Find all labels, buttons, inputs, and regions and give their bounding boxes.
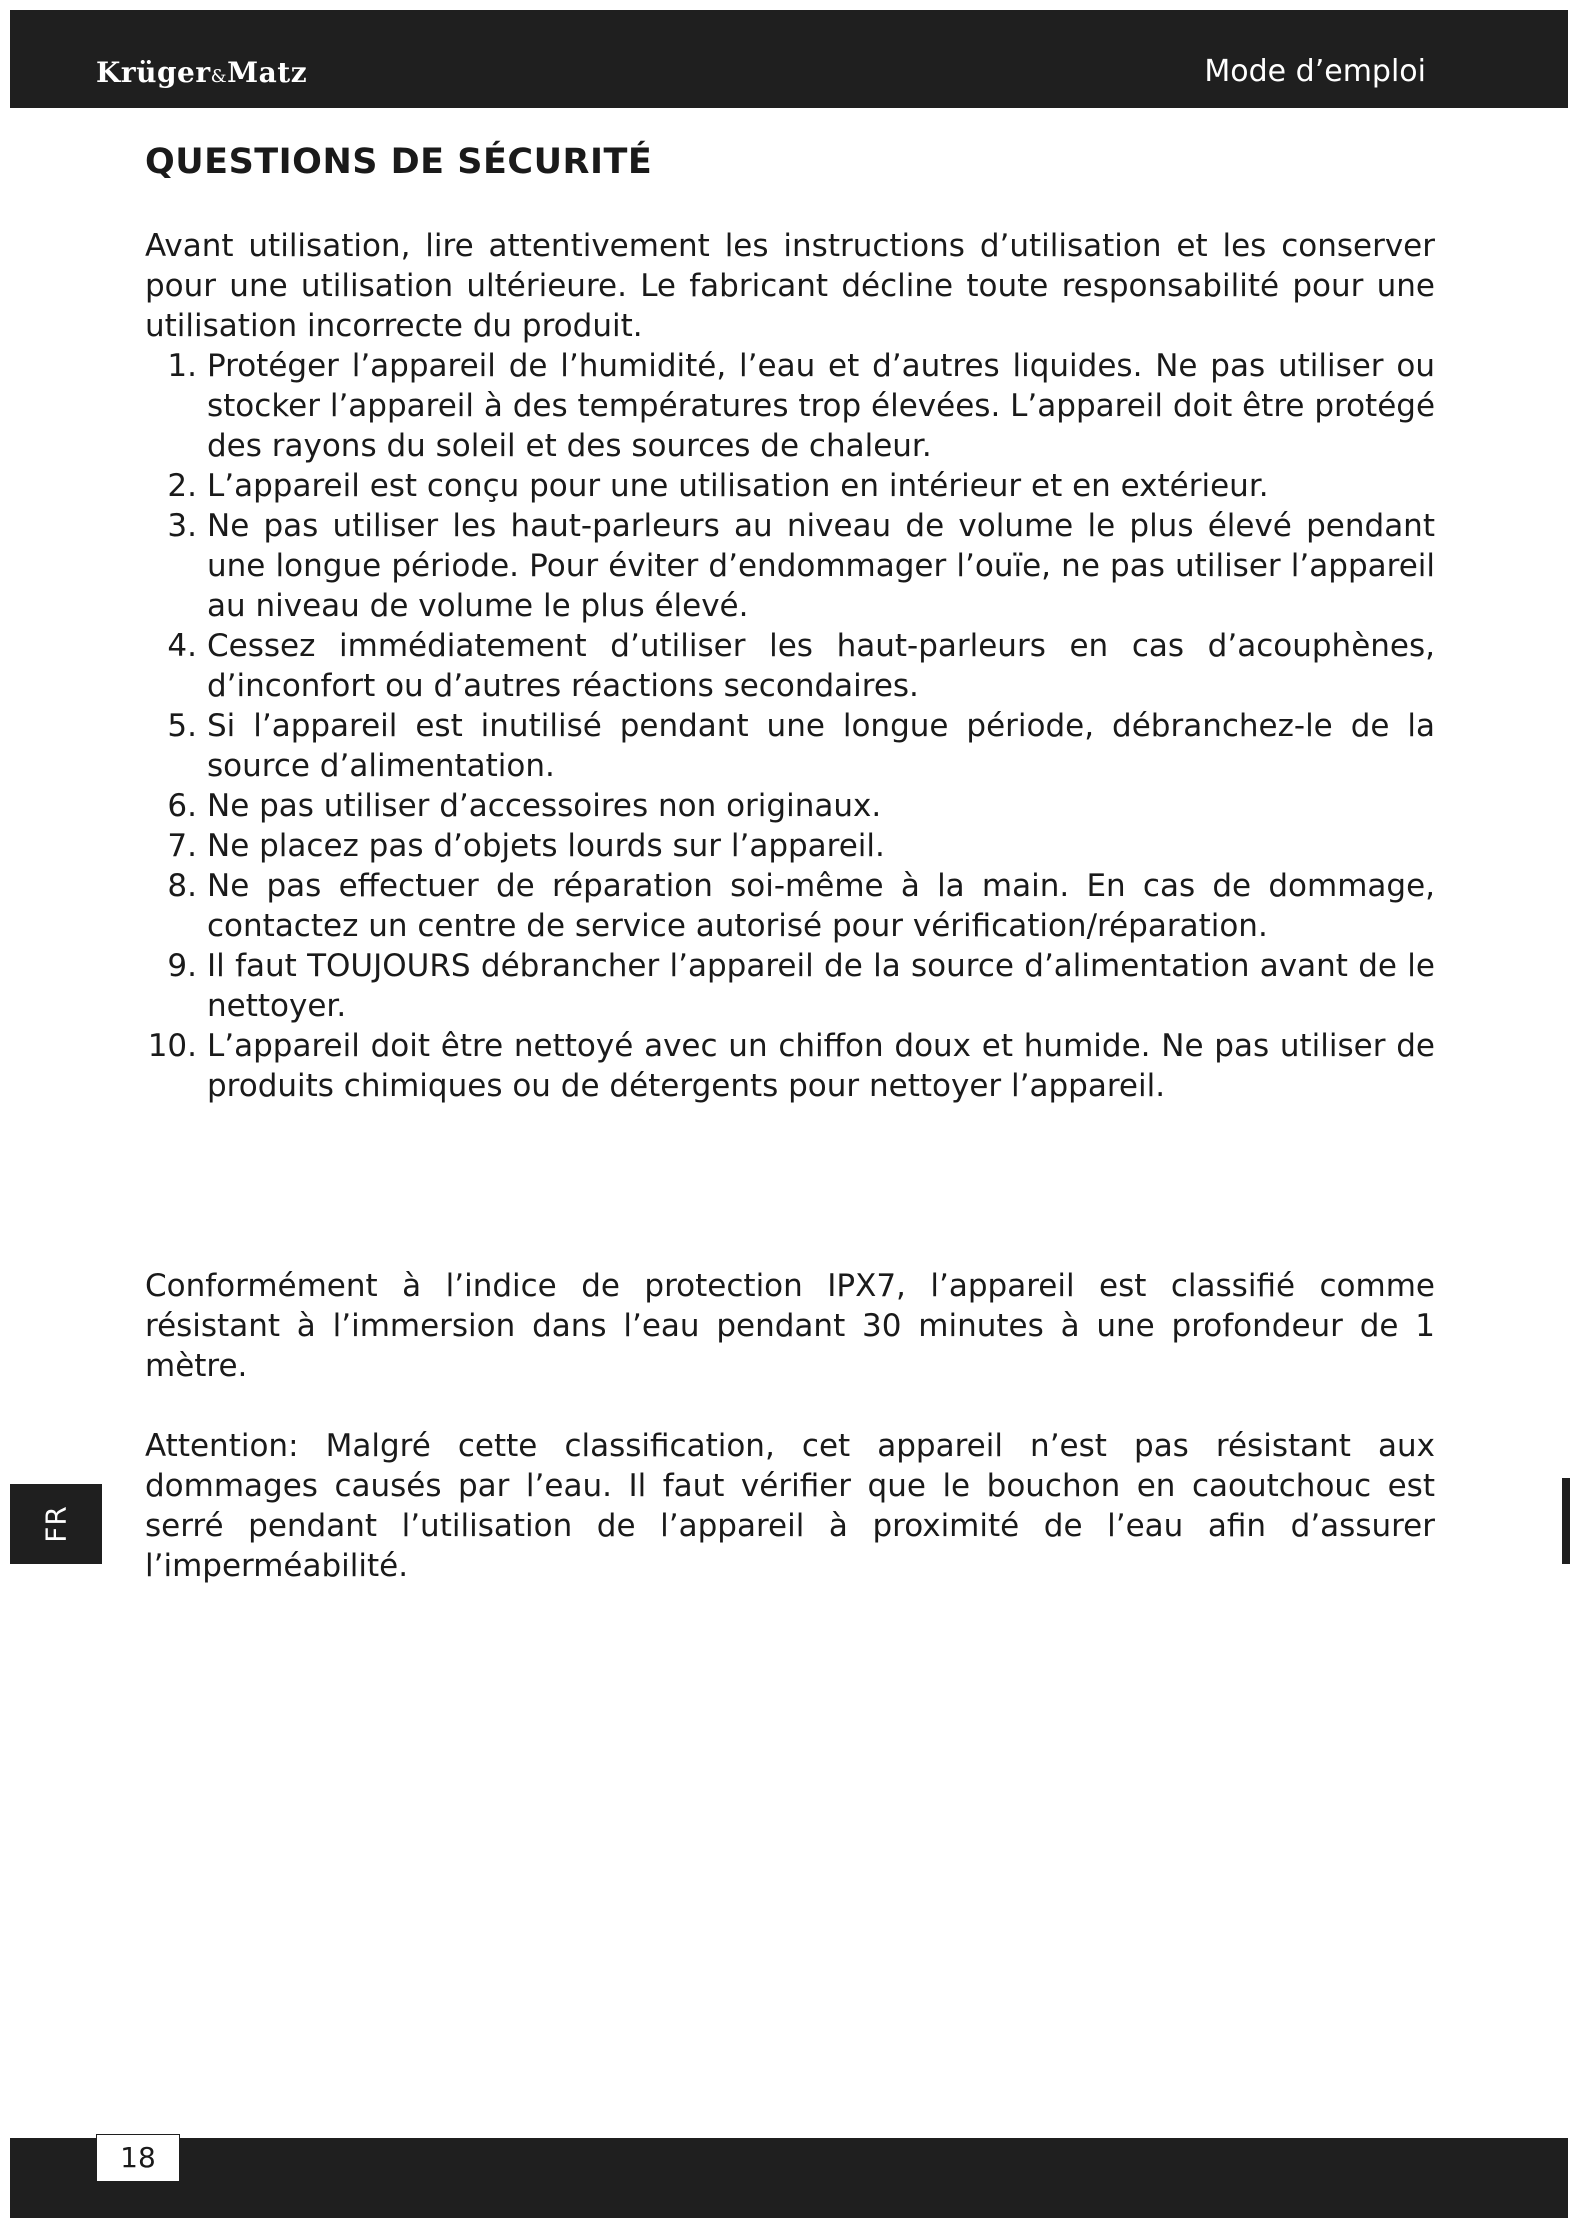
list-item-number: 7. <box>167 827 197 864</box>
list-item-text: L’appareil doit être nettoyé avec un chiffon doux et humide. Ne pas utiliser de produits chimiques ou de détergents pour nettoyer l’appareil. <box>207 1027 1435 1104</box>
attention-paragraph: Attention: Malgré cette classification, cet appareil n’est pas résistant aux dommages causés par l’eau. Il faut vérifier que le bouchon en caoutchouc est serré pendant l’utilisation de l’appareil à proximité de l’eau afin d’assurer l’imperméabilité. <box>145 1427 1435 1584</box>
header-bar <box>10 10 1568 108</box>
brand-name-tail: Matz <box>227 56 308 89</box>
spacer <box>145 1386 1435 1426</box>
list-item <box>145 706 1435 786</box>
brand-ampersand: & <box>210 66 228 87</box>
spacer <box>145 1106 1435 1266</box>
list-item <box>145 626 1435 706</box>
list-item-text: L’appareil est conçu pour une utilisation en intérieur et en extérieur. <box>207 467 1269 504</box>
list-item-text: Ne pas utiliser d’accessoires non originaux. <box>207 787 882 824</box>
list-item <box>145 1026 1435 1106</box>
list-item-number: 2. <box>167 467 197 504</box>
page-content <box>145 140 1435 1586</box>
list-item <box>145 786 1435 826</box>
list-item-text: Ne pas effectuer de réparation soi-même à la main. En cas de dommage, contactez un centre de service autorisé pour vérification/réparation. <box>207 867 1435 944</box>
list-item-text: Si l’appareil est inutilisé pendant une longue période, débranchez-le de la source d’alimentation. <box>207 707 1435 784</box>
list-item <box>145 866 1435 946</box>
footer-bar <box>10 2138 1568 2218</box>
list-item <box>145 826 1435 866</box>
list-item-number: 1. <box>167 347 197 384</box>
page-number: 18 <box>120 2141 156 2174</box>
list-item-number: 4. <box>167 627 197 664</box>
section-title: QUESTIONS DE SÉCURITÉ <box>145 142 653 182</box>
page-number-box <box>96 2134 180 2182</box>
list-item-number: 10. <box>147 1027 197 1064</box>
list-item-text: Il faut TOUJOURS débrancher l’appareil de la source d’alimentation avant de le nettoyer. <box>207 947 1435 1024</box>
list-item-number: 9. <box>167 947 197 984</box>
list-item <box>145 346 1435 466</box>
list-item-text: Ne pas utiliser les haut-parleurs au niveau de volume le plus élevé pendant une longue période. Pour éviter d’endommager l’ouïe, ne pas utiliser l’appareil au niveau de volume le plus élevé. <box>207 507 1435 624</box>
document-type: Mode d’emploi <box>1204 54 1426 89</box>
list-item <box>145 466 1435 506</box>
list-item-number: 8. <box>167 867 197 904</box>
brand-name: Krüger <box>96 56 211 89</box>
safety-list <box>145 346 1435 1106</box>
list-item <box>145 946 1435 1026</box>
list-item-text: Ne placez pas d’objets lourds sur l’appareil. <box>207 827 885 864</box>
edge-marker <box>1562 1478 1570 1564</box>
brand-logo <box>96 56 307 89</box>
list-item-text: Cessez immédiatement d’utiliser les haut-parleurs en cas d’acouphènes, d’inconfort ou d’autres réactions secondaires. <box>207 627 1435 704</box>
ipx-paragraph: Conformément à l’indice de protection IPX7, l’appareil est classifié comme résistant à l’immersion dans l’eau pendant 30 minutes à une profondeur de 1 mètre. <box>145 1267 1435 1384</box>
list-item-number: 5. <box>167 707 197 744</box>
intro-paragraph: Avant utilisation, lire attentivement les instructions d’utilisation et les conserver pour une utilisation ultérieure. Le fabricant décline toute responsabilité pour une utilisation incorrecte du produit. <box>145 227 1435 344</box>
language-label: FR <box>39 1505 73 1543</box>
language-tab <box>10 1484 102 1564</box>
list-item-text: Protéger l’appareil de l’humidité, l’eau et d’autres liquides. Ne pas utiliser ou stocker l’appareil à des températures trop élevées. L’appareil doit être protégé des rayons du soleil et des sources de chaleur. <box>207 347 1436 464</box>
list-item-number: 3. <box>167 507 197 544</box>
list-item-number: 6. <box>167 787 197 824</box>
list-item <box>145 506 1435 626</box>
